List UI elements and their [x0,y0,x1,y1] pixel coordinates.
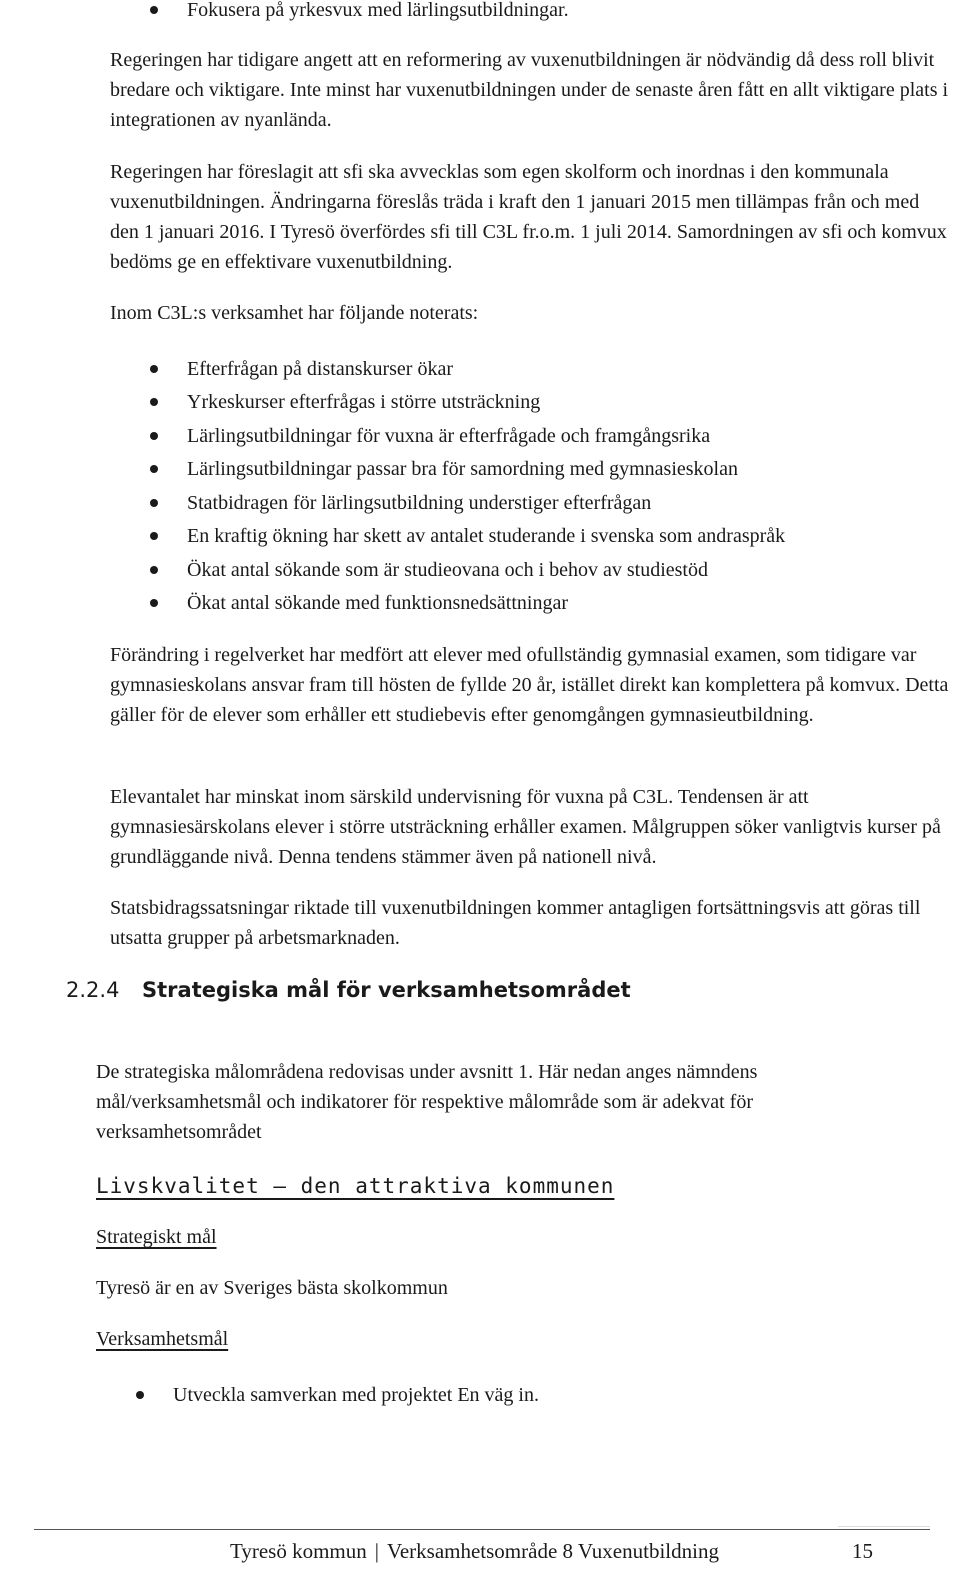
paragraph: Regeringen har tidigare angett att en reformering av vuxenutbildningen är nödvändig då dess roll blivit bredare och viktigare. Inte minst har vuxenutbildningen under de senaste åren fått en allt viktigare plats i integrationen av nyanlända. [110,49,949,131]
footer-divider [34,1529,930,1530]
bullet-icon [150,6,158,14]
paragraph: Inom C3L:s verksamhet har följande noterats: [110,302,479,324]
paragraph: Regeringen har föreslagit att sfi ska avvecklas som egen skolform och inordnas i den kommunala vuxenutbildningen. Ändringarna föreslås träda i kraft den 1 januari 2015 men tillämpas från och med den 1 januari 2016. I Tyresö överfördes sfi till C3L fr.o.m. 1 juli 2014. Samordningen av sfi och komvux bedöms ge en effektivare vuxenutbildning. [110,161,947,273]
bullet-icon [150,532,158,540]
list-item-text: Statbidragen för lärlingsutbildning understiger efterfrågan [187,492,652,514]
paragraph: Förändring i regelverket har medfört att elever med ofullständig gymnasial examen, som tidigare var gymnasieskolans ansvar fram till hösten de fyllde 20 år, istället direkt kan komplettera på komvux. Detta gäller för de elever som erhåller ett studiebevis efter genomgången gymnasieutbildning. [110,644,949,726]
footer-org: Tyresö kommun [230,1539,367,1563]
list-item-text: Efterfrågan på distanskurser ökar [187,358,453,380]
list-item-text: Fokusera på yrkesvux med lärlingsutbildningar. [187,0,569,21]
strategic-goal-text: Tyresö är en av Sveriges bästa skolkommun [96,1277,448,1299]
bullet-icon [150,398,158,406]
list-item-text: En kraftig ökning har skett av antalet studerande i svenska som andraspråk [187,525,786,547]
list-item-text: Utveckla samverkan med projektet En väg in. [173,1384,539,1406]
list-item-text: Lärlingsutbildningar passar bra för samordning med gymnasieskolan [187,458,738,480]
page-number-tab [838,1526,930,1533]
bullet-icon [150,365,158,373]
list-item-text: Lärlingsutbildningar för vuxna är efterfrågade och framgångsrika [187,425,711,447]
list-item-text: Ökat antal sökande med funktionsnedsättningar [187,592,569,614]
list-item-text: Yrkeskurser efterfrågas i större utsträckning [187,391,541,413]
bullet-icon [150,599,158,607]
section-heading [66,974,631,1006]
footer [230,1536,719,1566]
goal-area-title: Livskvalitet – den attraktiva kommunen [96,1174,615,1198]
paragraph: Statsbidragssatsningar riktade till vuxenutbildningen kommer antagligen fortsättningsvis att göras till utsatta grupper på arbetsmarknaden. [110,897,921,949]
section-number: 2.2.4 [66,978,120,1002]
bullet-icon [136,1391,144,1399]
bullet-icon [150,432,158,440]
page-number: 15 [852,1539,873,1563]
strategic-goal-label: Strategiskt mål [96,1226,217,1248]
section-intro: De strategiska målområdena redovisas under avsnitt 1. Här nedan anges nämndens mål/verksamhetsmål och indikatorer för respektive målområde som är adekvat för verksamhetsområdet [96,1061,758,1143]
section-title: Strategiska mål för verksamhetsområdet [142,978,631,1002]
paragraph: Elevantalet har minskat inom särskild undervisning för vuxna på C3L. Tendensen är att gymnasiesärskolans elever i större utsträckning erhåller examen. Målgruppen söker vanligtvis kurser på grundläggande nivå. Denna tendens stämmer även på nationell nivå. [110,786,941,868]
footer-separator: | [374,1539,379,1563]
bullet-icon [150,566,158,574]
bullet-icon [150,465,158,473]
list-item-text: Ökat antal sökande som är studieovana och i behov av studiestöd [187,559,708,581]
operational-goal-label: Verksamhetsmål [96,1328,229,1350]
footer-area: Verksamhetsområde 8 Vuxenutbildning [387,1539,719,1563]
list-item [150,0,850,26]
bullet-icon [150,499,158,507]
